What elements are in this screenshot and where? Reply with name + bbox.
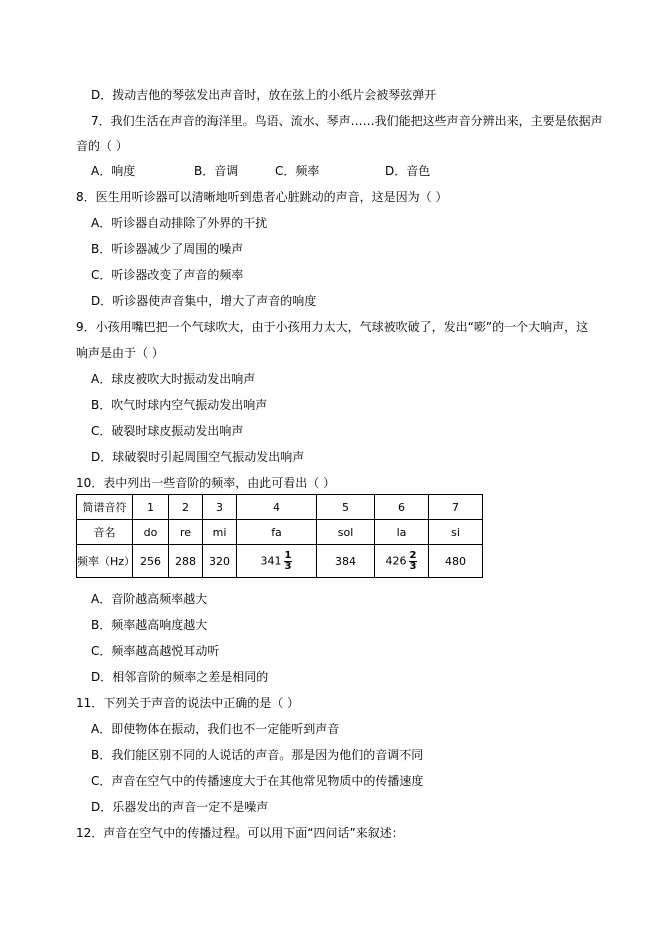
q11-option-c: C．声音在空气中的传播速度大于在其他常见物质中的传播速度 bbox=[91, 774, 424, 788]
row-header-frequency: 频率（Hz） bbox=[77, 545, 133, 578]
q7-option-a: A．响度 bbox=[91, 164, 136, 178]
cell-name-fa: fa bbox=[237, 520, 317, 545]
q7-option-c: C．频率 bbox=[275, 164, 320, 178]
q7-options bbox=[0, 163, 661, 179]
freq-6-numerator: 2 bbox=[409, 549, 417, 561]
frequency-table bbox=[76, 494, 483, 578]
table-row-names bbox=[77, 520, 483, 545]
q9-option-a: A．球皮被吹大时振动发出响声 bbox=[91, 372, 256, 386]
cell-notation-7: 7 bbox=[429, 495, 483, 520]
q8-stem: 8．医生用听诊器可以清晰地听到患者心脏跳动的声音，这是因为（ ） bbox=[76, 190, 448, 204]
q11-option-a: A．即使物体在振动，我们也不一定能听到声音 bbox=[91, 722, 340, 736]
freq-4-fraction bbox=[284, 551, 293, 572]
cell-name-la: la bbox=[375, 520, 429, 545]
cell-freq-3: 320 bbox=[203, 545, 237, 578]
freq-6-integer: 426 bbox=[385, 554, 407, 567]
freq-4-denominator: 3 bbox=[284, 560, 292, 572]
q10-option-c: C．频率越高越悦耳动听 bbox=[91, 644, 220, 658]
cell-name-do: do bbox=[133, 520, 169, 545]
table-row-notation bbox=[77, 495, 483, 520]
freq-4-integer: 341 bbox=[260, 554, 282, 567]
q10-option-a: A．音阶越高频率越大 bbox=[91, 592, 208, 606]
q10-stem: 10．表中列出一些音阶的频率，由此可看出（ ） bbox=[76, 476, 336, 490]
q9-stem-line2: 响声是由于（ ） bbox=[76, 346, 164, 360]
freq-6-fraction bbox=[409, 551, 418, 572]
q9-option-d: D．球破裂时引起周围空气振动发出响声 bbox=[91, 450, 305, 464]
cell-freq-5: 384 bbox=[317, 545, 375, 578]
q9-stem-line1: 9．小孩用嘴巴把一个气球吹大，由于小孩用力太大，气球被吹破了，发出“嘭”的一个大响声，这 bbox=[76, 320, 589, 334]
cell-freq-6 bbox=[375, 545, 429, 578]
row-header-name: 音名 bbox=[77, 520, 133, 545]
q12-stem: 12．声音在空气中的传播过程。可以用下面“四问话”来叙述： bbox=[76, 826, 404, 840]
cell-name-mi: mi bbox=[203, 520, 237, 545]
cell-notation-2: 2 bbox=[169, 495, 203, 520]
cell-notation-4: 4 bbox=[237, 495, 317, 520]
q11-option-d: D．乐器发出的声音一定不是噪声 bbox=[91, 800, 269, 814]
q11-stem: 11．下列关于声音的说法中正确的是（ ） bbox=[76, 696, 300, 710]
cell-freq-1: 256 bbox=[133, 545, 169, 578]
cell-notation-6: 6 bbox=[375, 495, 429, 520]
q7-stem-line1: 7．我们生活在声音的海洋里。鸟语、流水、琴声……我们能把这些声音分辨出来，主要是依据声 bbox=[91, 114, 603, 128]
q6-option-d: D．拨动吉他的琴弦发出声音时，放在弦上的小纸片会被琴弦弹开 bbox=[91, 88, 437, 102]
cell-notation-5: 5 bbox=[317, 495, 375, 520]
q11-option-b: B．我们能区别不同的人说话的声音。那是因为他们的音调不同 bbox=[91, 748, 424, 762]
q10-option-b: B．频率越高响度越大 bbox=[91, 618, 208, 632]
q9-option-b: B．吹气时球内空气振动发出响声 bbox=[91, 398, 268, 412]
cell-freq-7: 480 bbox=[429, 545, 483, 578]
row-header-notation: 简谱音符 bbox=[77, 495, 133, 520]
q7-stem-line2: 音的（ ） bbox=[76, 139, 128, 153]
cell-name-sol: sol bbox=[317, 520, 375, 545]
cell-name-re: re bbox=[169, 520, 203, 545]
cell-notation-3: 3 bbox=[203, 495, 237, 520]
table-row-frequency bbox=[77, 545, 483, 578]
q7-option-d: D．音色 bbox=[385, 164, 431, 178]
q8-option-b: B．听诊器减少了周围的噪声 bbox=[91, 242, 244, 256]
cell-notation-1: 1 bbox=[133, 495, 169, 520]
cell-freq-4 bbox=[237, 545, 317, 578]
q8-option-c: C．听诊器改变了声音的频率 bbox=[91, 268, 244, 282]
q9-option-c: C．破裂时球皮振动发出响声 bbox=[91, 424, 244, 438]
cell-name-si: si bbox=[429, 520, 483, 545]
q7-option-b: B．音调 bbox=[194, 164, 239, 178]
q10-option-d: D．相邻音阶的频率之差是相同的 bbox=[91, 670, 269, 684]
q8-option-a: A．听诊器自动排除了外界的干扰 bbox=[91, 216, 268, 230]
cell-freq-2: 288 bbox=[169, 545, 203, 578]
freq-6-denominator: 3 bbox=[409, 560, 417, 572]
freq-4-numerator: 1 bbox=[284, 549, 292, 561]
q8-option-d: D．听诊器使声音集中，增大了声音的响度 bbox=[91, 294, 317, 308]
